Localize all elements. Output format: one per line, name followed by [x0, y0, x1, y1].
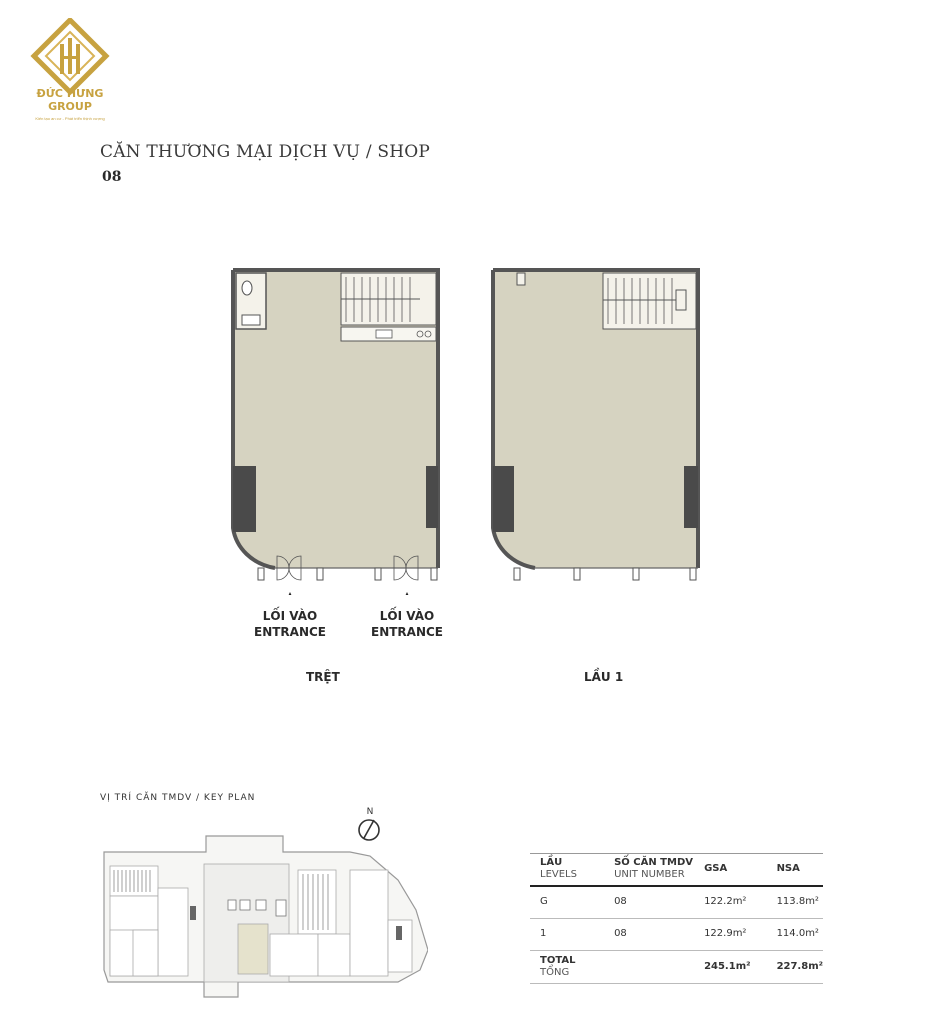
keyplan-highlight-unit — [238, 924, 268, 974]
keyplan-map — [98, 800, 428, 1000]
page-title: CĂN THƯƠNG MẠI DỊCH VỤ / SHOP — [100, 142, 431, 162]
plan-label-first: LẦU 1 — [584, 670, 624, 684]
first-stairs — [603, 273, 696, 329]
cell-total-nsa: 227.8m² — [767, 951, 823, 984]
floorplan-first — [492, 270, 698, 580]
brand-name-line1: ĐỨC HƯNG — [36, 87, 104, 100]
cell-unit: 08 — [604, 886, 694, 919]
cell-total-label: TOTAL TỔNG — [530, 951, 604, 984]
cell-unit: 08 — [604, 919, 694, 951]
table-row — [530, 919, 823, 951]
first-column-right — [684, 466, 698, 528]
entrance-label-en: ENTRANCE — [254, 625, 326, 639]
col-header-level: LẦU LEVELS — [530, 854, 604, 887]
brand-name-line2: GROUP — [48, 100, 92, 113]
cell-gsa: 122.2m² — [694, 886, 767, 919]
area-table — [530, 853, 823, 984]
first-column-left — [493, 466, 514, 532]
floorplan-ground — [232, 270, 438, 595]
entrance-arrow-icon — [284, 592, 296, 595]
table-header-row — [530, 854, 823, 887]
brand-logo — [30, 18, 110, 128]
table-row — [530, 886, 823, 919]
ground-stairs — [341, 273, 436, 325]
col-header-nsa: NSA — [767, 854, 823, 887]
entrance-label-left — [245, 608, 335, 640]
col-header-gsa: GSA — [694, 854, 767, 887]
entrance-label-right — [362, 608, 452, 640]
keyplan-title: VỊ TRÍ CĂN TMDV / KEY PLAN — [100, 793, 256, 803]
plan-label-ground: TRỆT — [306, 670, 340, 684]
entrance-arrow-icon — [401, 592, 413, 595]
cell-gsa: 122.9m² — [694, 919, 767, 951]
north-arrow-icon — [359, 807, 379, 840]
entrance-label-en: ENTRANCE — [371, 625, 443, 639]
floorplans — [0, 255, 926, 595]
logo-mark-icon — [30, 18, 110, 96]
entrance-label-vi: LỐI VÀO — [262, 609, 318, 623]
unit-number: 08 — [102, 169, 122, 185]
col-header-unit: SỐ CĂN TMDV UNIT NUMBER — [604, 854, 694, 887]
cell-nsa: 113.8m² — [767, 886, 823, 919]
brand-tagline: Kiến tạo an cư - Phát triển thịnh vượng — [35, 116, 105, 121]
table-total-row — [530, 951, 823, 984]
ground-column-left — [233, 466, 256, 532]
cell-total-gsa: 245.1m² — [694, 951, 767, 984]
cell-total-unit — [604, 951, 694, 984]
cell-level: G — [530, 886, 604, 919]
cell-level: 1 — [530, 919, 604, 951]
ground-column-right — [426, 466, 438, 528]
entrance-label-vi: LỐI VÀO — [379, 609, 435, 623]
cell-nsa: 114.0m² — [767, 919, 823, 951]
north-label: N — [366, 807, 374, 817]
